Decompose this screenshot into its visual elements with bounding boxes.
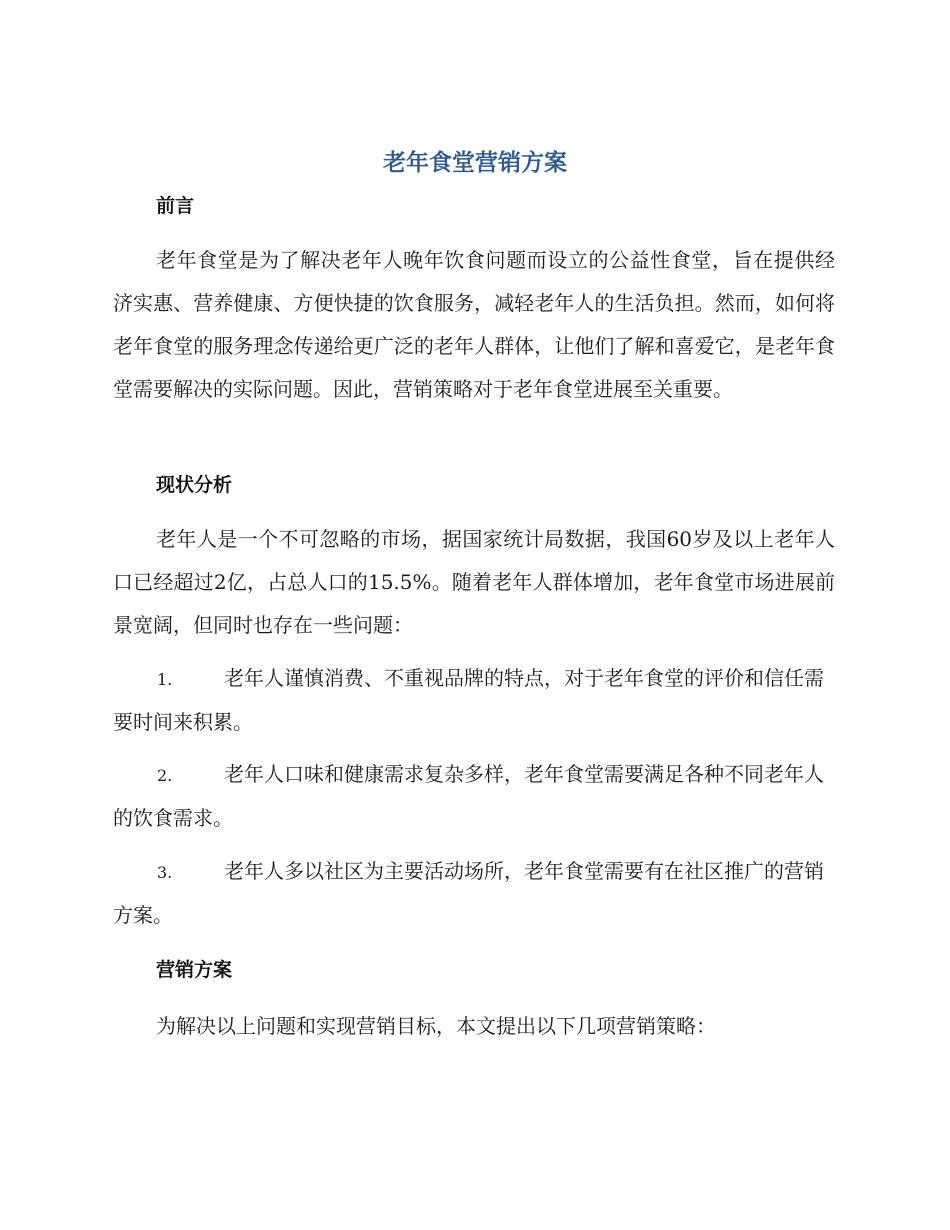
paragraph-marketing-plan: 为解决以上问题和实现营销目标，本文提出以下几项营销策略： — [156, 1014, 716, 1038]
paragraph-preface: 老年食堂是为了解决老年人晚年饮食问题而设立的公益性食堂，旨在提供经济实惠、营养健康、方便快捷的饮食服务，减轻老年人的生活负担。然而，如何将老年食堂的服务理念传递给更广泛的老年人群体，让他们了解和喜爱它，是老年食堂需要解决的实际问题。因此，营销策略对于老年食堂进展至关重要。 — [113, 248, 835, 401]
paragraph-status-analysis: 老年人是一个不可忽略的市场，据国家统计局数据，我国60岁及以上老年人口已经超过2亿，占总人口的15.5%。随着老年人群体增加，老年食堂市场进展前景宽阔，但同时也存在一些问题： — [113, 527, 835, 637]
list-item — [113, 657, 835, 744]
list-item-text: 老年人口味和健康需求复杂多样，老年食堂需要满足各种不同老年人的饮食需求。 — [113, 762, 824, 830]
section-heading-preface: 前言 — [156, 195, 195, 217]
section-heading-marketing-plan: 营销方案 — [156, 959, 233, 981]
document-title: 老年食堂营销方案 — [383, 150, 567, 176]
list-item-number: 2. — [157, 766, 173, 785]
list-item — [113, 850, 835, 937]
list-item-number: 3. — [157, 863, 173, 882]
list-item-number: 1. — [157, 670, 173, 689]
list-item — [113, 753, 835, 840]
section-heading-status-analysis: 现状分析 — [156, 474, 233, 496]
list-item-text: 老年人谨慎消费、不重视品牌的特点，对于老年食堂的评价和信任需要时间来积累。 — [113, 666, 824, 734]
list-item-text: 老年人多以社区为主要活动场所，老年食堂需要有在社区推广的营销方案。 — [113, 859, 824, 927]
